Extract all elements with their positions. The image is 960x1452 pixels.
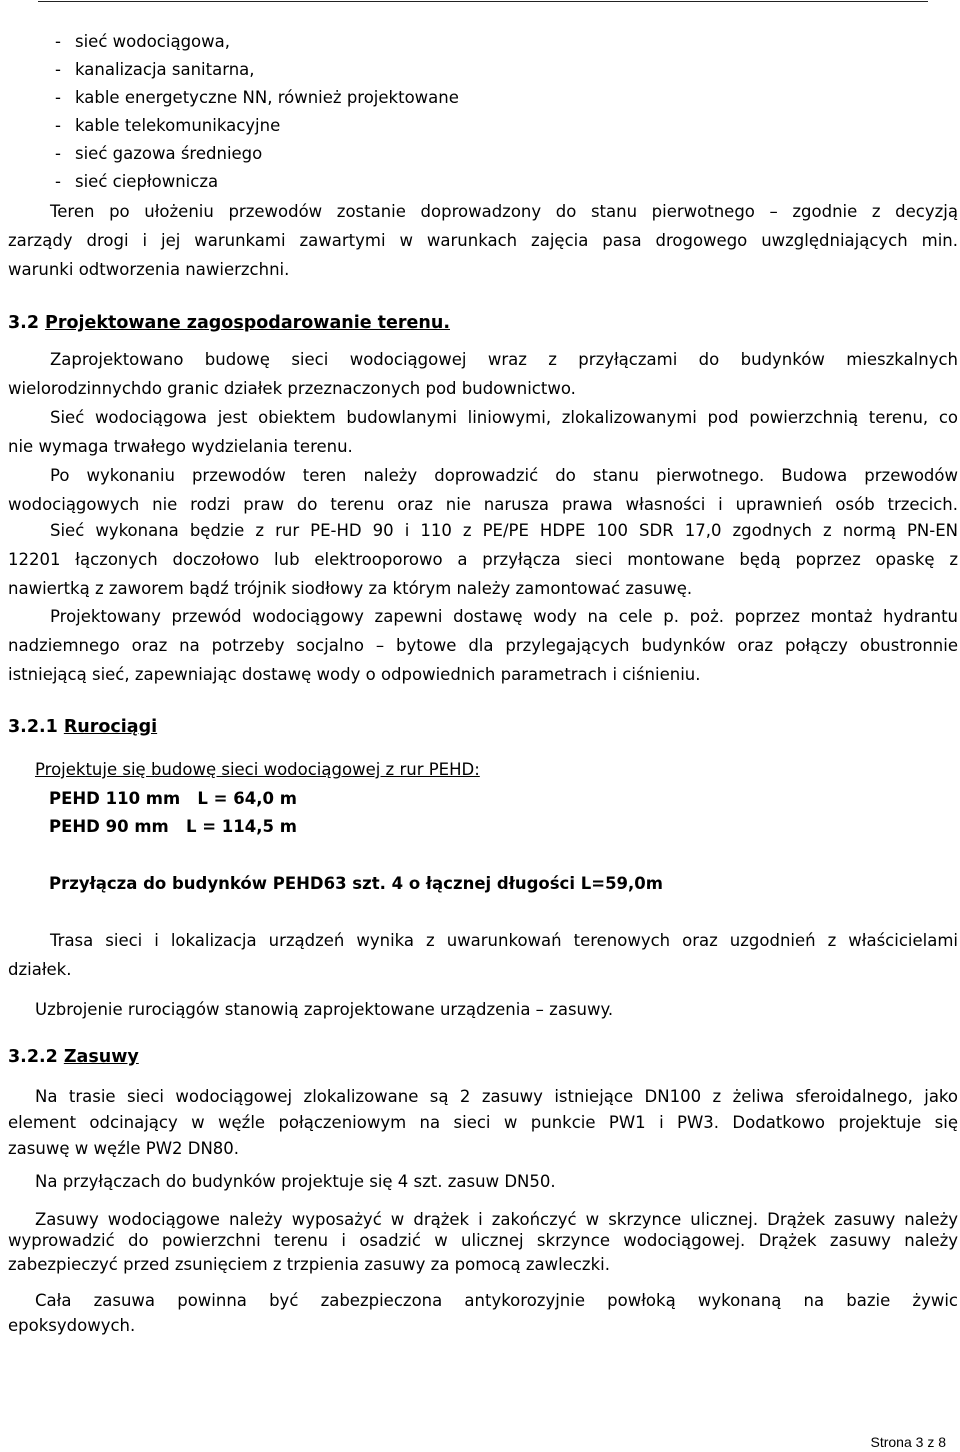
paragraph-line: element odcinający w węźle połączeniowym na sieci w punkcie PW1 i PW3. Dodatkowo projektuje się	[8, 1113, 958, 1132]
paragraph-line: działek.	[8, 960, 72, 979]
list-item: - kanalizacja sanitarna,	[55, 60, 255, 79]
paragraph-line: Projektowany przewód wodociągowy zapewni dostawę wody na cele p. poż. poprzez montaż hydrantu	[50, 607, 958, 626]
paragraph-line: Zaprojektowano budowę sieci wodociągowej wraz z przyłączami do budynków mieszkalnych	[50, 350, 958, 369]
paragraph-line: nie wymaga trwałego wydzielania terenu.	[8, 437, 353, 456]
section-heading-3-2-2: 3.2.2 Zasuwy	[8, 1047, 139, 1067]
pipes-intro: Projektuje się budowę sieci wodociągowej z rur PEHD:	[35, 760, 480, 779]
paragraph-line: Trasa sieci i lokalizacja urządzeń wynika z uwarunkowań terenowych oraz uzgodnień z właścicielami	[50, 931, 958, 950]
paragraph-line: warunki odtworzenia nawierzchni.	[8, 260, 290, 279]
section-heading-3-2: 3.2 Projektowane zagospodarowanie terenu.	[8, 313, 450, 333]
paragraph-line: wielorodzinnychdo granic działek przeznaczonych pod budownictwo.	[8, 379, 576, 398]
paragraph-line: nadziemnego oraz na potrzeby socjalno – bytowe dla przylegających budynków oraz połączy obustronnie	[8, 636, 958, 655]
list-item: - sieć ciepłownicza	[55, 172, 219, 191]
paragraph-line: Na przyłączach do budynków projektuje się 4 szt. zasuw DN50.	[35, 1172, 556, 1191]
paragraph-line: Uzbrojenie rurociągów stanowią zaprojektowane urządzenia – zasuwy.	[35, 1000, 614, 1019]
list-item: - sieć gazowa średniego	[55, 144, 263, 163]
header-rule	[38, 1, 928, 2]
list-item: - sieć wodociągowa,	[55, 32, 230, 51]
paragraph-line: wyprowadzić do powierzchni terenu i osadzić w ulicznej skrzynce wodociągowej. Drążek zasuwy należy	[8, 1231, 958, 1250]
paragraph-line: zarządy drogi i jej warunkami zawartymi w warunkach zajęcia pasa drogowego uwzględniających min.	[8, 231, 958, 250]
list-item: - kable energetyczne NN, również projektowane	[55, 88, 459, 107]
paragraph-line: Zasuwy wodociągowe należy wyposażyć w drążek i zakończyć w skrzynce ulicznej. Drążek zasuwy należy	[35, 1210, 958, 1229]
paragraph-line: istniejącą sieć, zapewniając dostawę wody o odpowiednich parametrach i ciśnieniu.	[8, 665, 701, 684]
connections-spec: Przyłącza do budynków PEHD63 szt. 4 o łącznej długości L=59,0m	[49, 874, 663, 893]
list-item: - kable telekomunikacyjne	[55, 116, 281, 135]
paragraph-line: Cała zasuwa powinna być zabezpieczona antykorozyjnie powłoką wykonaną na bazie żywic	[35, 1291, 958, 1310]
paragraph-line: nawiertką z zaworem bądź trójnik siodłowy za którym należy zamontować zasuwę.	[8, 579, 693, 598]
paragraph-line: Na trasie sieci wodociągowej zlokalizowane są 2 zasuwy istniejące DN100 z żeliwa sferoidalnego, jako	[35, 1087, 958, 1106]
paragraph-line: Teren po ułożeniu przewodów zostanie doprowadzony do stanu pierwotnego – zgodnie z decyzją	[50, 202, 958, 221]
paragraph-line: 12201 łączonych doczołowo lub elektrooporowo a przyłącza sieci montowane będą poprzez opaskę z	[8, 550, 958, 569]
paragraph-line: Sieć wodociągowa jest obiektem budowlanymi liniowymi, zlokalizowanymi pod powierzchnią terenu, co	[50, 408, 958, 427]
paragraph-line: zabezpieczyć przed zsunięciem z trzpienia zasuwy za pomocą zawleczki.	[8, 1255, 610, 1274]
pipe-spec: PEHD 90 mm L = 114,5 m	[49, 817, 297, 836]
paragraph-line: Sieć wykonana będzie z rur PE-HD 90 i 110 z PE/PE HDPE 100 SDR 17,0 zgodnych z normą PN-EN	[50, 521, 958, 540]
paragraph-line: zasuwę w węźle PW2 DN80.	[8, 1139, 240, 1158]
page-number: Strona 3 z 8	[870, 1434, 946, 1450]
pipe-spec: PEHD 110 mm L = 64,0 m	[49, 789, 297, 808]
paragraph-line: epoksydowych.	[8, 1316, 136, 1335]
paragraph-line: wodociągowych nie rodzi praw do terenu oraz nie narusza prawa własności i uprawnień osób trzecich.	[8, 495, 958, 514]
section-heading-3-2-1: 3.2.1 Rurociągi	[8, 717, 158, 737]
paragraph-line: Po wykonaniu przewodów teren należy doprowadzić do stanu pierwotnego. Budowa przewodów	[50, 466, 958, 485]
